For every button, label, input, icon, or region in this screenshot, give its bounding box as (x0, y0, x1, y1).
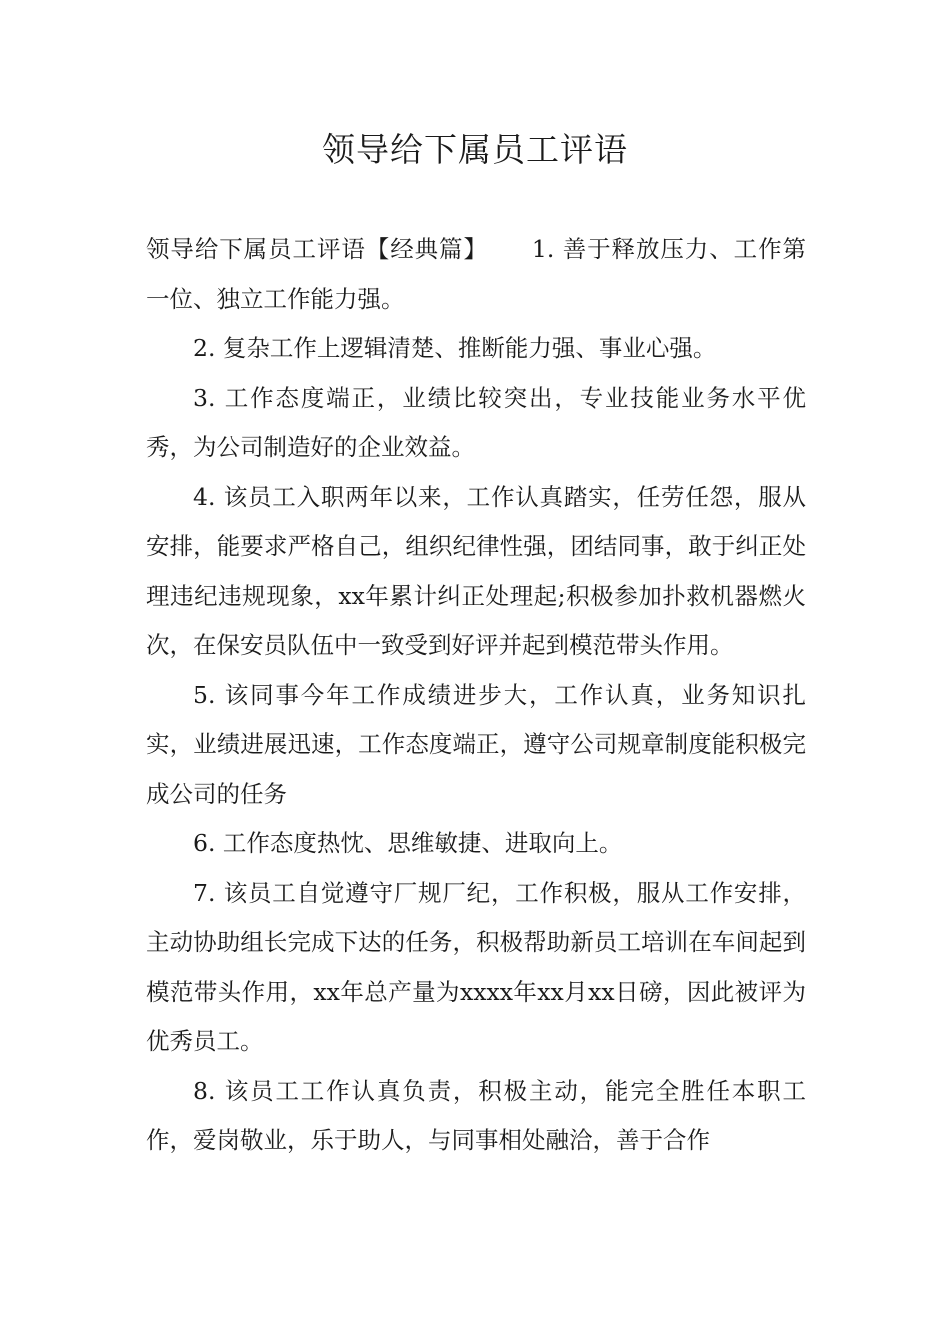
paragraph-item-5: 5. 该同事今年工作成绩进步大，工作认真，业务知识扎实，业绩进展迅速，工作态度端正，遵守公司规章制度能积极完成公司的任务 (146, 680, 806, 808)
paragraph-item-3: 3. 工作态度端正，业绩比较突出，专业技能业务水平优秀，为公司制造好的企业效益。 (146, 383, 806, 461)
paragraph-item-4: 4. 该员工入职两年以来，工作认真踏实，任劳任怨，服从安排，能要求严格自己，组织纪律性强，团结同事，敢于纠正处理违纪违规现象，xx年累计纠正处理起;积极参加扑救机器燃火次，在保安员队伍中一致受到好评并起到模范带头作用。 (146, 482, 806, 659)
paragraph-item-7: 7. 该员工自觉遵守厂规厂纪，工作积极，服从工作安排，主动协助组长完成下达的任务，积极帮助新员工培训在车间起到模范带头作用，xx年总产量为xxxx年xx月xx日磅，因此被评为优秀员工。 (146, 878, 806, 1055)
paragraph-item-8: 8. 该员工工作认真负责，积极主动，能完全胜任本职工作，爱岗敬业，乐于助人，与同事相处融洽，善于合作 (146, 1076, 806, 1154)
intro-heading: 领导给下属员工评语【经典篇】 (146, 235, 488, 263)
document-title: 领导给下属员工评语 (322, 130, 628, 169)
paragraph-item-6: 6. 工作态度热忱、思维敏捷、进取向上。 (193, 829, 623, 857)
intro-paragraph (146, 225, 806, 324)
document-body (146, 225, 806, 1166)
intro-first-item: 1. 善于释放压力、工作第一位、独立工作能力强。 (146, 235, 806, 313)
paragraph-item-2: 2. 复杂工作上逻辑清楚、推断能力强、事业心强。 (193, 334, 717, 362)
